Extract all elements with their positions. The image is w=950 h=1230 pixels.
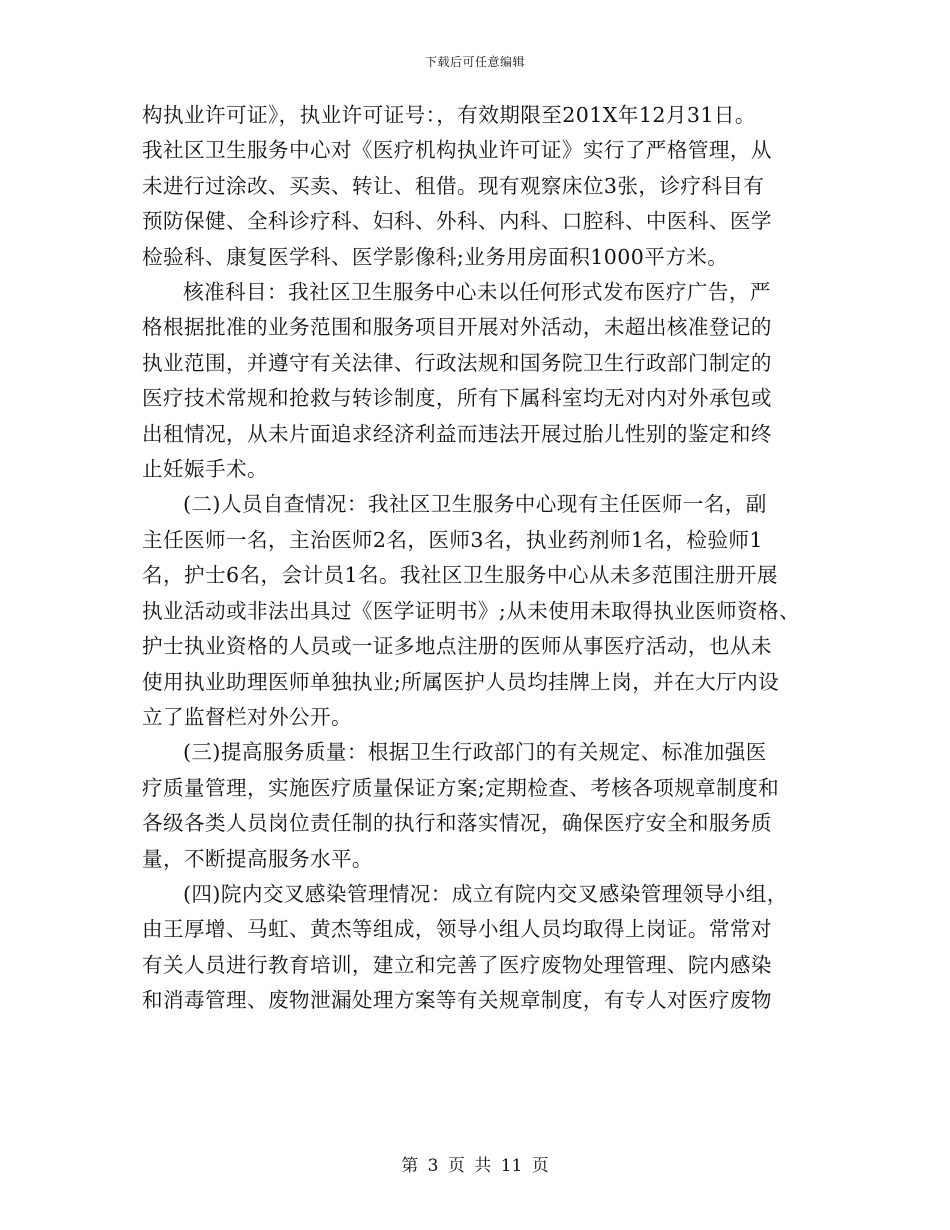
text-line: 疗质量管理，实施医疗质量保证方案;定期检查、考核各项规章制度和 — [142, 775, 780, 800]
page-header: 下载后可任意编辑 — [424, 55, 525, 69]
text-line: 医疗技术常规和抢救与转诊制度，所有下属科室均无对内对外承包或 — [142, 386, 772, 411]
text-line: 我社区卫生服务中心对《医疗机构执业许可证》实行了严格管理，从 — [142, 138, 772, 163]
text-line: 各级各类人员岗位责任制的执行和落实情况，确保医疗安全和服务质 — [142, 811, 772, 836]
paragraph-infection-control — [142, 877, 812, 1019]
text-line: 量，不断提高服务水平。 — [142, 846, 373, 871]
text-line: 检验科、康复医学科、医学影像科;业务用房面积1000平方米。 — [142, 244, 729, 269]
text-line: 预防保健、全科诊疗科、妇科、外科、内科、口腔科、中医科、医学 — [142, 209, 772, 234]
text-line: (四)院内交叉感染管理情况：成立有院内交叉感染管理领导小组， — [183, 881, 788, 906]
text-line: 使用执业助理医师单独执业;所属医护人员均挂牌上岗，并在大厅内设 — [142, 669, 780, 694]
paragraph-service-quality — [142, 735, 812, 877]
text-line: 执业活动或非法出具过《医学证明书》;从未使用未取得执业医师资格、 — [142, 598, 801, 623]
text-line: 护士执业资格的人员或一证多地点注册的医师从事医疗活动，也从未 — [142, 634, 772, 659]
page-number-footer: 第 3 页 共 11 页 — [401, 1156, 549, 1176]
text-line: 执业范围，并遵守有关法律、行政法规和国务院卫生行政部门制定的 — [142, 350, 772, 375]
text-line: 由王厚增、马虹、黄杰等组成，领导小组人员均取得上岗证。常常对 — [142, 917, 772, 942]
text-line: 主任医师一名，主治医师2名，医师3名，执业药剂师1名，检验师1 — [142, 527, 763, 552]
text-line: 止妊娠手术。 — [142, 457, 268, 482]
text-line: 有关人员进行教育培训，建立和完善了医疗废物处理管理、院内感染 — [142, 952, 772, 977]
text-line: 名，护士6名，会计员1名。我社区卫生服务中心从未多范围注册开展 — [142, 563, 778, 588]
text-line: 核准科目：我社区卫生服务中心未以任何形式发布医疗广告，严 — [183, 280, 771, 305]
paragraph-license — [142, 98, 812, 275]
document-body — [142, 98, 812, 1019]
text-line: (二)人员自查情况：我社区卫生服务中心现有主任医师一名，副 — [183, 492, 767, 517]
text-line: 格根据批准的业务范围和服务项目开展对外活动，未超出核准登记的 — [142, 315, 772, 340]
paragraph-staff-check — [142, 487, 812, 735]
text-line: 出租情况，从未片面追求经济利益而违法开展过胎儿性别的鉴定和终 — [142, 421, 772, 446]
text-line: 和消毒管理、废物泄漏处理方案等有关规章制度，有专人对医疗废物 — [142, 988, 772, 1013]
paragraph-approved-subjects — [142, 275, 812, 487]
text-line: (三)提高服务质量：根据卫生行政部门的有关规定、标准加强医 — [183, 740, 767, 765]
text-line: 立了监督栏对外公开。 — [142, 704, 352, 729]
text-line: 构执业许可证》，执业许可证号：，有效期限至201X年12月31日。 — [142, 103, 756, 127]
text-line: 未进行过涂改、买卖、转让、租借。现有观察床位3张，诊疗科目有 — [142, 173, 765, 198]
